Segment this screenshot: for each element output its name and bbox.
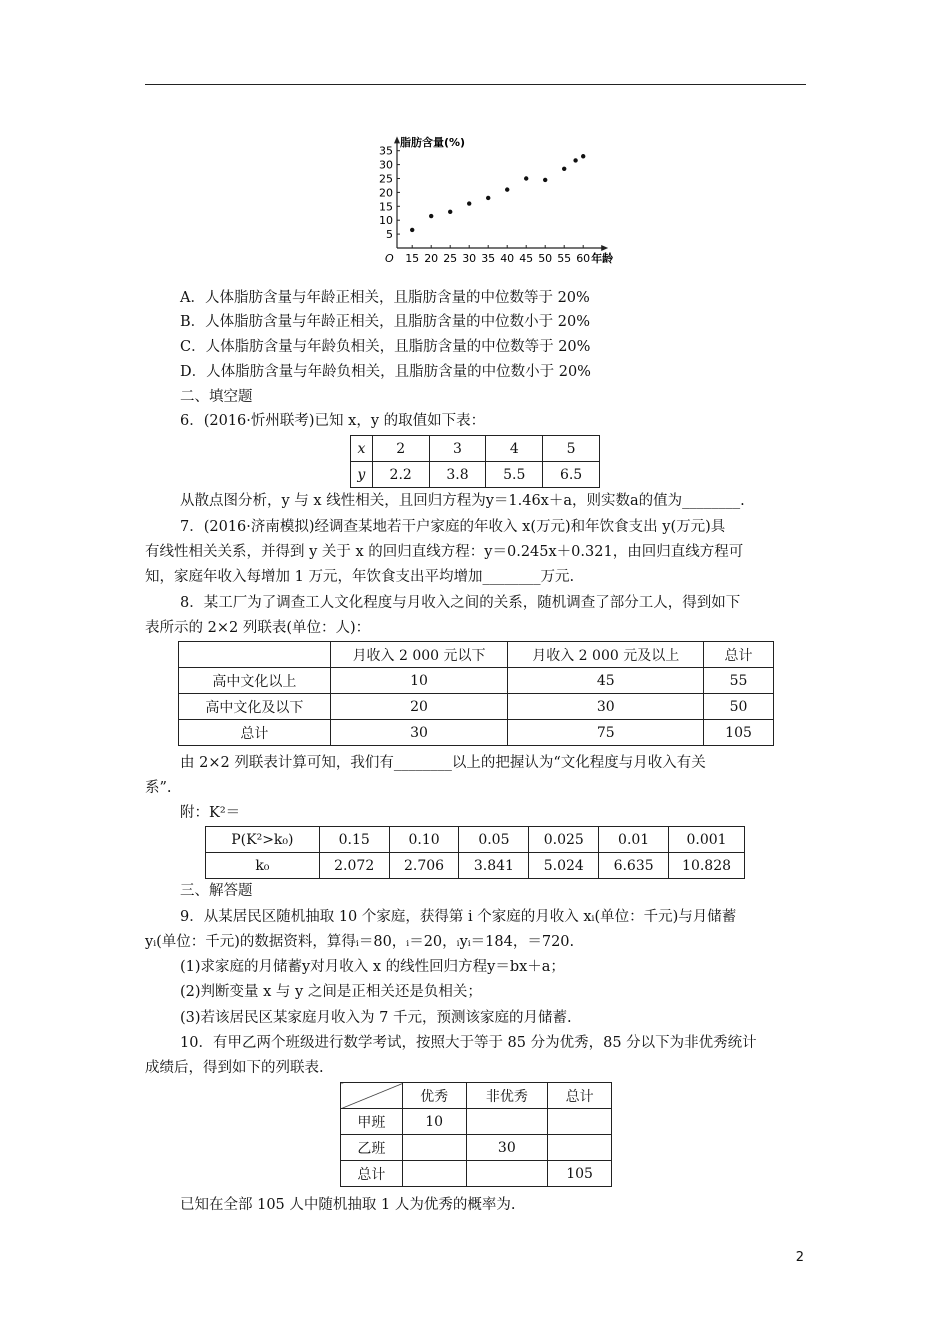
q6-table-cell: 3.8 [429, 462, 486, 488]
data-point [486, 196, 490, 200]
option-d: D．人体脂肪含量与年龄负相关，且脂肪含量的中位数小于 20% [180, 364, 591, 380]
k-table-cell: 5.024 [529, 853, 599, 879]
data-point [543, 178, 547, 182]
k-table-cell: 3.841 [459, 853, 529, 879]
q10-after: 已知在全部 105 人中随机抽取 1 人为优秀的概率为. [180, 1197, 516, 1213]
data-point [524, 176, 528, 180]
q7-line-1: 7．(2016·济南模拟)经调查某地若干户家庭的年收入 x(万元)和年饮食支出 y(万元)具 [180, 519, 726, 535]
q10-line-1: 10．有甲乙两个班级进行数学考试，按照大于等于 85 分为优秀，85 分以下为非优秀统计 [180, 1035, 757, 1051]
k-table-cell: 0.01 [599, 827, 669, 853]
k-table-cell: 2.706 [389, 853, 459, 879]
q10-table-cell: 优秀 [402, 1083, 466, 1109]
q8-table [178, 641, 774, 746]
q8-after-1: 由 2×2 列联表计算可知，我们有________以上的把握认为“文化程度与月收入有关 [180, 755, 706, 771]
q6-text: 从散点图分析，y 与 x 线性相关，且回归方程为y＝1.46x＋a，则实数a的值为________. [180, 493, 745, 509]
q8-table-row [179, 694, 774, 720]
q8-table-cell: 30 [330, 720, 508, 746]
q10-table-row [341, 1161, 612, 1187]
q6-table-cell: 2.2 [372, 462, 429, 488]
q6-table-row [351, 462, 600, 488]
q7-line-2: 有线性相关关系，并得到 y 关于 x 的回归直线方程：y＝0.245x＋0.321，由回归直线方程可 [145, 544, 744, 560]
q10-table-row [341, 1109, 612, 1135]
k-table-cell: 0.05 [459, 827, 529, 853]
q10-table-cell: 乙班 [341, 1135, 403, 1161]
data-point [573, 158, 577, 162]
x-tick-label: 35 [481, 252, 496, 265]
data-point [562, 167, 566, 171]
q10-table-cell [402, 1135, 466, 1161]
q8-table-cell: 105 [704, 720, 774, 746]
q6-table-cell: 2 [372, 436, 429, 462]
x-tick-label: 55 [557, 252, 572, 265]
q10-table-cell [402, 1161, 466, 1187]
origin-label: O [385, 252, 394, 265]
k-table-row [206, 853, 745, 879]
option-a: A．人体脂肪含量与年龄正相关，且脂肪含量的中位数等于 20% [180, 290, 590, 306]
option-c: C．人体脂肪含量与年龄负相关，且脂肪含量的中位数等于 20% [180, 339, 591, 355]
x-tick-label: 15 [405, 252, 420, 265]
q6-intro: 6．(2016·忻州联考)已知 x，y 的取值如下表： [180, 413, 486, 429]
q8-table-cell: 月收入 2 000 元以下 [330, 642, 508, 668]
q6-table-cell: 5.5 [486, 462, 543, 488]
y-tick-label: 35 [379, 144, 393, 158]
data-point [467, 201, 471, 205]
q6-table-cell: x [351, 436, 373, 462]
q9-part-3: (3)若该居民区某家庭月收入为 7 千元，预测该家庭的月储蓄. [180, 1010, 572, 1026]
x-tick-label: 40 [500, 252, 515, 265]
k-table-cell: 0.025 [529, 827, 599, 853]
y-tick-label: 5 [386, 228, 393, 242]
k-table [205, 826, 745, 879]
data-point [429, 214, 433, 218]
q8-table-cell: 50 [704, 694, 774, 720]
q8-table-cell [179, 642, 331, 668]
q8-table-cell: 高中文化及以下 [179, 694, 331, 720]
k-table-cell: P(K²>k₀) [206, 827, 320, 853]
q10-table-cell [341, 1083, 403, 1109]
y-tick-label: 20 [379, 186, 393, 200]
q10-table-cell: 总计 [548, 1083, 612, 1109]
q10-table-cell: 105 [548, 1161, 612, 1187]
k-table-cell: 6.635 [599, 853, 669, 879]
q10-table-cell: 甲班 [341, 1109, 403, 1135]
q10-table-cell: 30 [466, 1135, 548, 1161]
q8-table-row [179, 720, 774, 746]
q10-table [340, 1082, 612, 1187]
x-tick-label: 25 [443, 252, 458, 265]
x-tick-label: 45 [519, 252, 534, 265]
q6-table-cell: 6.5 [543, 462, 600, 488]
q10-table-cell: 10 [402, 1109, 466, 1135]
q6-table-row [351, 436, 600, 462]
q10-line-2: 成绩后，得到如下的列联表. [145, 1060, 324, 1076]
scatter-chart [365, 130, 625, 270]
q8-table-cell: 55 [704, 668, 774, 694]
page-number: 2 [795, 1250, 804, 1265]
x-tick-label: 20 [424, 252, 439, 265]
q9-part-2: (2)判断变量 x 与 y 之间是正相关还是负相关； [180, 984, 482, 1000]
q10-table-row [341, 1135, 612, 1161]
k-table-cell: 0.15 [319, 827, 389, 853]
data-point [581, 154, 585, 158]
q7-line-3: 知，家庭年收入每增加 1 万元，年饮食支出平均增加________万元. [145, 569, 575, 585]
q6-table-cell: 3 [429, 436, 486, 462]
q10-table-cell [466, 1161, 548, 1187]
k-table-cell: 0.10 [389, 827, 459, 853]
q10-table-cell: 非优秀 [466, 1083, 548, 1109]
header-rule [145, 84, 806, 85]
section-solve: 三、解答题 [180, 883, 253, 899]
x-tick-label: 60 [576, 252, 591, 265]
y-tick-label: 25 [379, 172, 393, 186]
y-tick-label: 15 [379, 200, 393, 214]
q9-part-1: (1)求家庭的月储蓄y对月收入 x 的线性回归方程y＝bx＋a； [180, 959, 565, 975]
q6-table-cell: 4 [486, 436, 543, 462]
option-b: B．人体脂肪含量与年龄正相关，且脂肪含量的中位数小于 20% [180, 314, 590, 330]
q8-table-cell: 总计 [179, 720, 331, 746]
k-table-cell: 2.072 [319, 853, 389, 879]
x-axis-label: 年龄 [591, 252, 614, 265]
q10-table-cell [548, 1109, 612, 1135]
q8-table-cell: 月收入 2 000 元及以上 [508, 642, 704, 668]
q8-table-cell: 20 [330, 694, 508, 720]
q8-table-cell: 30 [508, 694, 704, 720]
x-tick-label: 30 [462, 252, 477, 265]
q8-table-cell: 总计 [704, 642, 774, 668]
q6-table-cell: y [351, 462, 373, 488]
q8-line-1: 8．某工厂为了调查工人文化程度与月收入之间的关系，随机调查了部分工人，得到如下 [180, 595, 741, 611]
q8-table-cell: 45 [508, 668, 704, 694]
k-table-row [206, 827, 745, 853]
q10-table-cell [466, 1109, 548, 1135]
k-table-cell: 10.828 [669, 853, 745, 879]
k-table-cell: k₀ [206, 853, 320, 879]
y-axis-label: 脂肪含量(%) [400, 136, 466, 149]
q10-table-cell [548, 1135, 612, 1161]
q8-after-2: 系”. [145, 780, 172, 796]
q8-table-row [179, 668, 774, 694]
y-tick-label: 30 [379, 158, 393, 172]
data-point [410, 228, 414, 232]
y-tick-label: 10 [379, 214, 393, 228]
q10-table-row [341, 1083, 612, 1109]
q8-table-cell: 10 [330, 668, 508, 694]
q8-table-row [179, 642, 774, 668]
q6-table [350, 435, 600, 488]
k-table-cell: 0.001 [669, 827, 745, 853]
q6-table-cell: 5 [543, 436, 600, 462]
data-point [505, 187, 509, 191]
section-fill-blank: 二、填空题 [180, 389, 253, 405]
data-point [448, 210, 452, 214]
x-tick-label: 50 [538, 252, 553, 265]
q8-fu: 附：K²＝ [180, 805, 241, 821]
q10-table-cell: 总计 [341, 1161, 403, 1187]
q8-table-cell: 高中文化以上 [179, 668, 331, 694]
q8-line-2: 表所示的 2×2 列联表(单位：人)： [145, 620, 371, 636]
q9-line-2: yᵢ(单位：千元)的数据资料，算得ᵢ＝80，ᵢ＝20，ᵢyᵢ＝184，＝720. [145, 934, 575, 950]
q9-line-1: 9．从某居民区随机抽取 10 个家庭，获得第 i 个家庭的月收入 xᵢ(单位：千元)与月储蓄 [180, 909, 737, 925]
q8-table-cell: 75 [508, 720, 704, 746]
x-axis-arrow [601, 245, 608, 251]
